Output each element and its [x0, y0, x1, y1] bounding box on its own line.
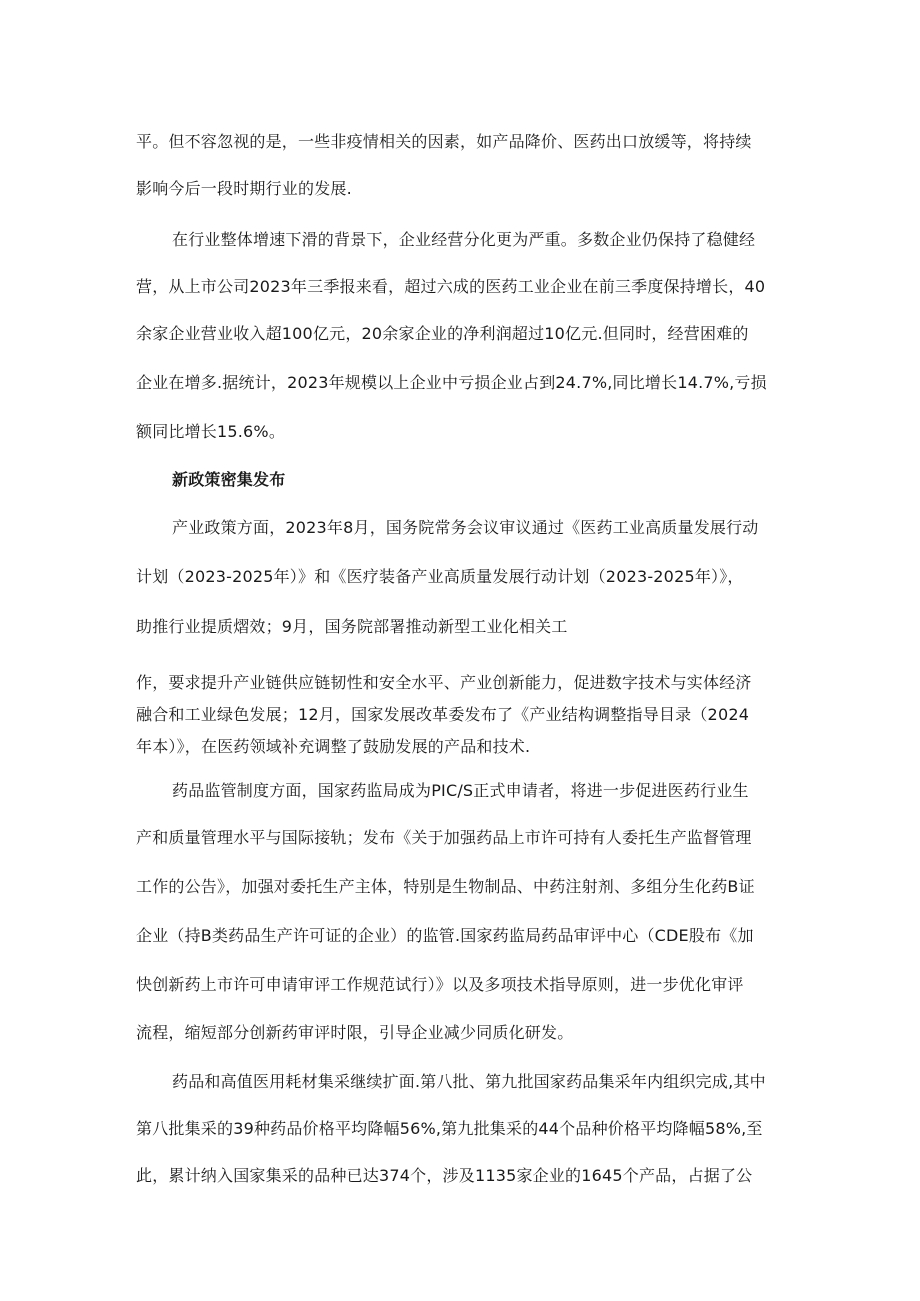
paragraph-line: 营，从上市公司2023年三季报来看，超过六成的医药工业企业在前三季度保持增长，40 — [136, 277, 766, 296]
paragraph-line: 作，要求提升产业链供应链韧性和安全水平、产业创新能力，促进数字技术与实体经济 — [136, 673, 752, 692]
paragraph-line: 融合和工业绿色发展；12月，国家发展改革委发布了《产业结构调整指导目录（2024 — [136, 705, 750, 724]
paragraph-line: 药品监管制度方面，国家药监局成为PIC/S正式申请者，将进一步促进医药行业生 — [172, 781, 749, 800]
paragraph-line: 企业（持B类药品生产许可证的企业）的监管.国家药监局药品审评中心（CDE股布《加 — [136, 926, 754, 945]
paragraph-line: 产业政策方面，2023年8月，国务院常务会议审议通过《医药工业高质量发展行动 — [172, 518, 759, 537]
paragraph-line: 影响今后一段时期行业的发展. — [136, 179, 352, 198]
paragraph-line: 产和质量管理水平与国际接轨；发布《关于加强药品上市许可持有人委托生产监督管理 — [136, 828, 752, 847]
paragraph-line: 药品和高值医用耗材集采继续扩面.第八批、第九批国家药品集采年内组织完成,其中 — [172, 1072, 766, 1091]
paragraph-line: 额同比增长15.6%。 — [136, 422, 286, 441]
paragraph-line: 企业在增多.据统计，2023年规模以上企业中亏损企业占到24.7%,同比增长14.7%,亏损 — [136, 373, 767, 392]
paragraph-line: 快创新药上市许可申请审评工作规范试行）》以及多项技术指导原则，进一步优化审评 — [136, 975, 744, 994]
paragraph-line: 此，累计纳入国家集采的品种已达374个，涉及1135家企业的1645个产品，占据了公 — [136, 1166, 753, 1185]
paragraph-line: 工作的公告》，加强对委托生产主体，特别是生物制品、中药注射剂、多组分生化药B证 — [136, 877, 755, 896]
paragraph-line: 余家企业营业收入超100亿元，20余家企业的净利润超过10亿元.但同时，经营困难的 — [136, 324, 749, 343]
paragraph-line: 平。但不容忽视的是，一些非疫情相关的因素，如产品降价、医药出口放缓等，将持续 — [136, 132, 752, 151]
paragraph-line: 第八批集采的39种药品价格平均降幅56%,第九批集采的44个品种价格平均降幅58%,至 — [136, 1119, 763, 1138]
paragraph-line: 年本）》，在医药领域补充调整了鼓励发展的产品和技术. — [136, 737, 531, 756]
paragraph-line: 计划（2023-2025年）》和《医疗装备产业高质量发展行动计划（2023-2025年）》， — [136, 567, 744, 586]
paragraph-line: 助推行业提质熠效；9月，国务院部署推动新型工业化相关工 — [136, 617, 568, 636]
paragraph-line: 流程，缩短部分创新药审评时限，引导企业减少同质化研发。 — [136, 1023, 574, 1042]
paragraph-line: 在行业整体增速下滑的背景下，企业经营分化更为严重。多数企业仍保持了稳健经 — [172, 230, 756, 249]
section-heading: 新政策密集发布 — [172, 470, 286, 489]
